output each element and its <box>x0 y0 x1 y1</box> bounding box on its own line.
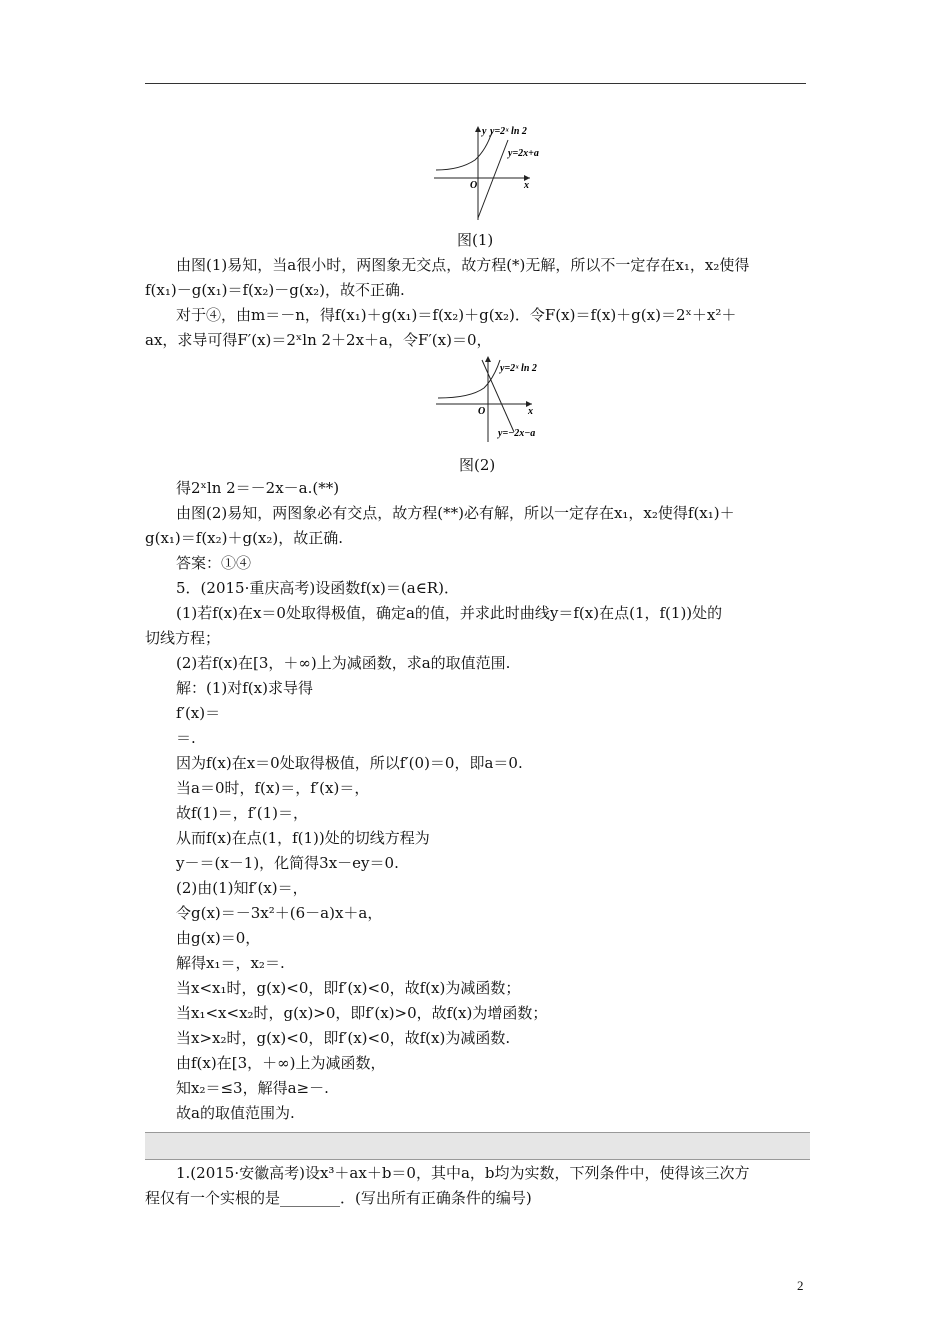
text-line: 当x>x₂时，g(x)<0，即f′(x)<0，故f(x)为减函数. <box>176 1029 511 1047</box>
text-line: 由g(x)＝0， <box>176 929 261 947</box>
text-line: y－＝(x－1)，化简得3x－ey＝0. <box>176 854 399 872</box>
text-line: (2)若f(x)在[3，＋∞)上为减函数，求a的取值范围. <box>176 654 511 672</box>
figure-2 <box>432 352 562 447</box>
text-line: 故a的取值范围为. <box>176 1104 295 1122</box>
text-line: ＝. <box>176 729 196 747</box>
figure-1-caption: 图(1) <box>457 231 494 249</box>
header-rule <box>145 83 806 84</box>
fig2-label-x: x <box>528 406 533 417</box>
section-divider-band <box>145 1132 810 1160</box>
text-line: 切线方程； <box>145 629 221 647</box>
text-line: 得2ˣln 2＝－2x－a.(**) <box>176 479 340 497</box>
text-line: (2)由(1)知f′(x)＝， <box>176 879 308 897</box>
text-line: 令g(x)＝－3x²＋(6－a)x＋a， <box>176 904 383 922</box>
problem-line: 1.(2015·安徽高考)设x³＋ax＋b＝0，其中a，b均为实数，下列条件中，使得该三次方 <box>176 1164 750 1182</box>
text-line: 故f(1)＝，f′(1)＝， <box>176 804 309 822</box>
fig1-label-y: y <box>482 126 487 137</box>
text-line: 知x₂＝≤3，解得a≥－. <box>176 1079 329 1097</box>
text-line: 解得x₁＝，x₂＝. <box>176 954 285 972</box>
fig1-label-x: x <box>524 180 529 191</box>
fig1-label-curve: y=2ˣ ln 2 <box>490 126 527 137</box>
text-line: 当a＝0时，f(x)＝，f′(x)＝， <box>176 779 370 797</box>
text-line: f′(x)＝ <box>176 704 221 722</box>
text-line: 因为f(x)在x＝0处取得极值，所以f′(0)＝0，即a＝0. <box>176 754 523 772</box>
fig2-label-curve: y=2ˣ ln 2 <box>500 363 537 374</box>
text-line: ax，求导可得F′(x)＝2ˣln 2＋2x＋a，令F′(x)＝0， <box>145 331 492 349</box>
text-line: 由图(2)易知，两图象必有交点，故方程(**)必有解，所以一定存在x₁，x₂使得f(x₁)＋ <box>176 504 735 522</box>
text-line: 答案：①④ <box>176 554 252 572</box>
text-line: 从而f(x)在点(1，f(1))处的切线方程为 <box>176 829 430 847</box>
figure-1 <box>430 120 560 225</box>
text-line: 由图(1)易知，当a很小时，两图象无交点，故方程(*)无解，所以不一定存在x₁，x₂使得 <box>176 256 750 274</box>
fig1-label-line: y=2x+a <box>508 148 539 159</box>
page-number: 2 <box>797 1278 804 1293</box>
text-line: 解：(1)对f(x)求导得 <box>176 679 313 697</box>
text-line: 5．(2015·重庆高考)设函数f(x)＝(a∈R)． <box>176 579 459 597</box>
figure-2-caption: 图(2) <box>459 456 496 474</box>
fig2-label-line: y=−2x−a <box>498 428 536 439</box>
text-line: 当x<x₁时，g(x)<0，即f′(x)<0，故f(x)为减函数； <box>176 979 521 997</box>
fig2-label-origin: O <box>478 406 486 417</box>
problem-line: 程仅有一个实根的是________．(写出所有正确条件的编号) <box>145 1189 532 1207</box>
text-line: 当x₁<x<x₂时，g(x)>0，即f′(x)>0，故f(x)为增函数； <box>176 1004 548 1022</box>
fig1-label-origin: O <box>470 180 478 191</box>
text-line: 对于④，由m＝－n，得f(x₁)＋g(x₁)＝f(x₂)＋g(x₂)．令F(x)＝f(x)＋g(x)＝2ˣ＋x²＋ <box>176 306 737 324</box>
text-line: f(x₁)－g(x₁)＝f(x₂)－g(x₂)，故不正确. <box>145 281 405 299</box>
text-line: g(x₁)＝f(x₂)＋g(x₂)，故正确. <box>145 529 344 547</box>
text-line: 由f(x)在[3，＋∞)上为减函数， <box>176 1054 386 1072</box>
text-line: (1)若f(x)在x＝0处取得极值，确定a的值，并求此时曲线y＝f(x)在点(1，f(1))处的 <box>176 604 723 622</box>
